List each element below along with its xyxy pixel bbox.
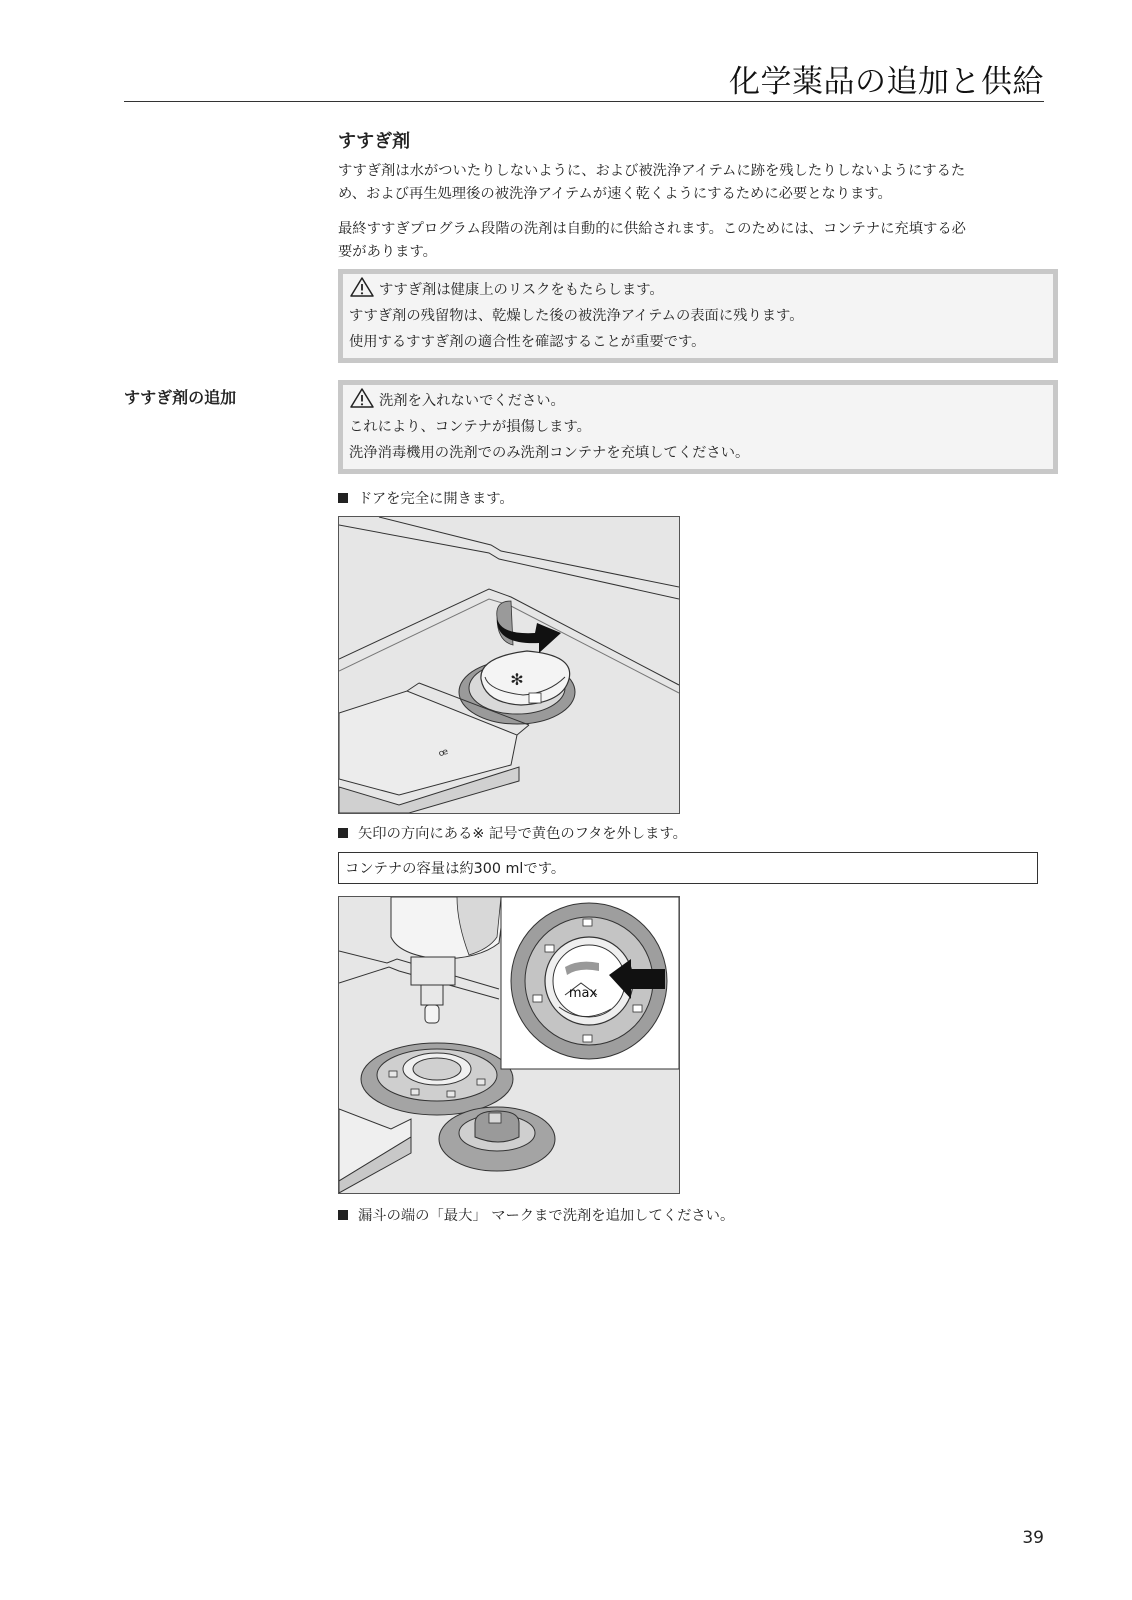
step-remove-cap: [338, 823, 687, 843]
health-warning-box: [338, 269, 1058, 363]
page-number: 39: [1022, 1528, 1044, 1548]
bullet-square: [338, 493, 348, 503]
step-remove-cap-text: 矢印の方向にある※ 記号で黄色のフタを外します。: [358, 826, 687, 842]
page-title: 化学薬品の追加と供給: [729, 64, 1044, 100]
intro-p2-line1: 最終すすぎプログラム段階の洗剤は自動的に供給されます。このためには、コンテナに充填する必: [338, 221, 966, 237]
bullet-square: [338, 828, 348, 838]
intro-paragraph-2: [338, 218, 1046, 264]
detergent-warning-line3: 洗浄消毒機用の洗剤でのみ洗剤コンテナを充填してください。: [349, 445, 750, 461]
section-heading: すすぎ剤: [338, 131, 411, 152]
capacity-note: コンテナの容量は約300 mlです。: [338, 852, 1038, 884]
side-heading: すすぎ剤の追加: [124, 388, 237, 407]
step-add-detergent-text: 漏斗の端の「最大」 マークまで洗剤を追加してください。: [358, 1208, 735, 1224]
health-warning-line2: すすぎ剤の残留物は、乾燥した後の被洗浄アイテムの表面に残ります。: [349, 308, 804, 324]
detergent-warning-line2: これにより、コンテナが損傷します。: [349, 419, 591, 435]
figure-open-cap: [338, 516, 680, 814]
intro-p1-line2: め、および再生処理後の被洗浄アイテムが速く乾くようにするために必要となります。: [338, 186, 892, 202]
detergent-warning-title: 洗剤を入れないでください。: [379, 393, 565, 409]
step-open-door-text: ドアを完全に開きます。: [358, 491, 514, 507]
intro-paragraph-1: [338, 160, 1046, 206]
svg-text:✻: ✻: [510, 670, 524, 689]
step-add-detergent: [338, 1205, 734, 1225]
health-warning-title: すすぎ剤は健康上のリスクをもたらします。: [379, 282, 664, 298]
detergent-warning-box: [338, 380, 1058, 474]
svg-text:ꟹ: ꟹ: [436, 744, 452, 765]
warning-triangle-icon: [349, 387, 375, 409]
health-warning-line3: 使用するすすぎ剤の適合性を確認することが重要です。: [349, 334, 706, 350]
intro-p2-line2: 要があります。: [338, 244, 437, 260]
warning-triangle-icon: [349, 276, 375, 298]
max-mark-label: max: [568, 986, 598, 1001]
bullet-square: [338, 1210, 348, 1220]
intro-p1-line1: すすぎ剤は水がついたりしないように、および被洗浄アイテムに跡を残したりしないようにするた: [338, 163, 966, 179]
figure-fill-container: [338, 896, 680, 1194]
title-rule: [124, 101, 1044, 102]
step-open-door: [338, 488, 514, 508]
